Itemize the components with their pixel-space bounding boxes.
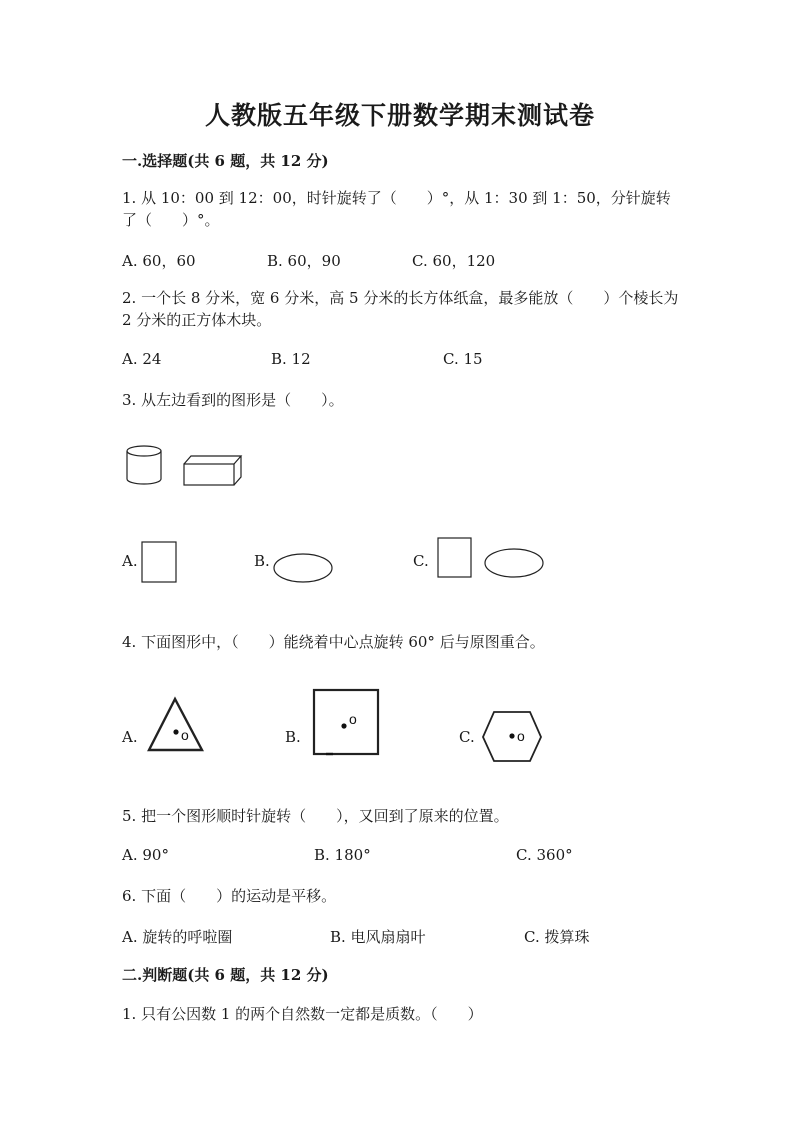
q3-b-ellipse-shape <box>274 554 332 582</box>
q2-option-c[interactable]: C. 15 <box>443 350 483 368</box>
q4-b-mark: o <box>349 711 357 727</box>
q5-option-b[interactable]: B. 180° <box>314 846 371 864</box>
q4-a-mark: o <box>181 727 189 743</box>
q3-c-rectangle-shape <box>438 538 471 577</box>
q6-option-c[interactable]: C. 拨算珠 <box>524 928 590 946</box>
q4-c-center-dot <box>509 733 514 738</box>
q1-option-c[interactable]: C. 60，120 <box>412 252 496 270</box>
q3-option-b[interactable]: B. <box>254 552 270 570</box>
judgement-question-1: 1. 只有公因数 1 的两个自然数一定都是质数。（ ） <box>122 1005 483 1023</box>
section-heading-judgement: 二.判断题(共 6 题，共 12 分) <box>122 966 329 984</box>
q1-option-b[interactable]: B. 60，90 <box>267 252 341 270</box>
q4-option-b[interactable]: B. <box>285 728 301 746</box>
q6-option-a[interactable]: A. 旋转的呼啦圈 <box>122 928 233 946</box>
page-title: 人教版五年级下册数学期末测试卷 <box>204 101 595 130</box>
q6-option-b[interactable]: B. 电风扇扇叶 <box>330 928 426 946</box>
question-3: 3. 从左边看到的图形是（ ）。 <box>122 391 344 409</box>
question-5: 5. 把一个图形顺时针旋转（ ），又回到了原来的位置。 <box>122 807 509 825</box>
q2-option-a[interactable]: A. 24 <box>122 350 162 368</box>
q4-a-triangle-shape <box>149 699 202 750</box>
q3-option-a[interactable]: A. <box>122 552 138 570</box>
q5-option-c[interactable]: C. 360° <box>516 846 573 864</box>
q4-b-center-dot <box>341 723 346 728</box>
question-4: 4. 下面图形中，（ ）能绕着中心点旋转 60° 后与原图重合。 <box>122 633 545 651</box>
q4-b-square-shape <box>314 690 378 754</box>
question-2: 2. 一个长 8 分米，宽 6 分米，高 5 分米的长方体纸盒，最多能放（ ）个棱长为 2 分米的正方体木块。 <box>122 289 679 329</box>
q4-option-a[interactable]: A. <box>122 728 138 746</box>
cuboid-shape <box>184 456 241 485</box>
question-1: 1. 从 10：00 到 12：00，时针旋转了（ ）°，从 1：30 到 1：50，分针旋转了（ ）°。 <box>122 189 671 229</box>
q1-option-a[interactable]: A. 60，60 <box>122 252 196 270</box>
q4-c-mark: o <box>517 728 525 744</box>
q3-option-c[interactable]: C. <box>413 552 429 570</box>
section-heading-choice: 一.选择题(共 6 题，共 12 分) <box>122 152 329 170</box>
q4-option-c[interactable]: C. <box>459 728 475 746</box>
q5-option-a[interactable]: A. 90° <box>122 846 169 864</box>
q4-a-center-dot <box>173 729 178 734</box>
q3-c-ellipse-shape <box>485 549 543 577</box>
question-6: 6. 下面（ ）的运动是平移。 <box>122 887 337 905</box>
cylinder-shape <box>127 446 161 484</box>
q3-a-rectangle-shape <box>142 542 176 582</box>
q2-option-b[interactable]: B. 12 <box>271 350 311 368</box>
